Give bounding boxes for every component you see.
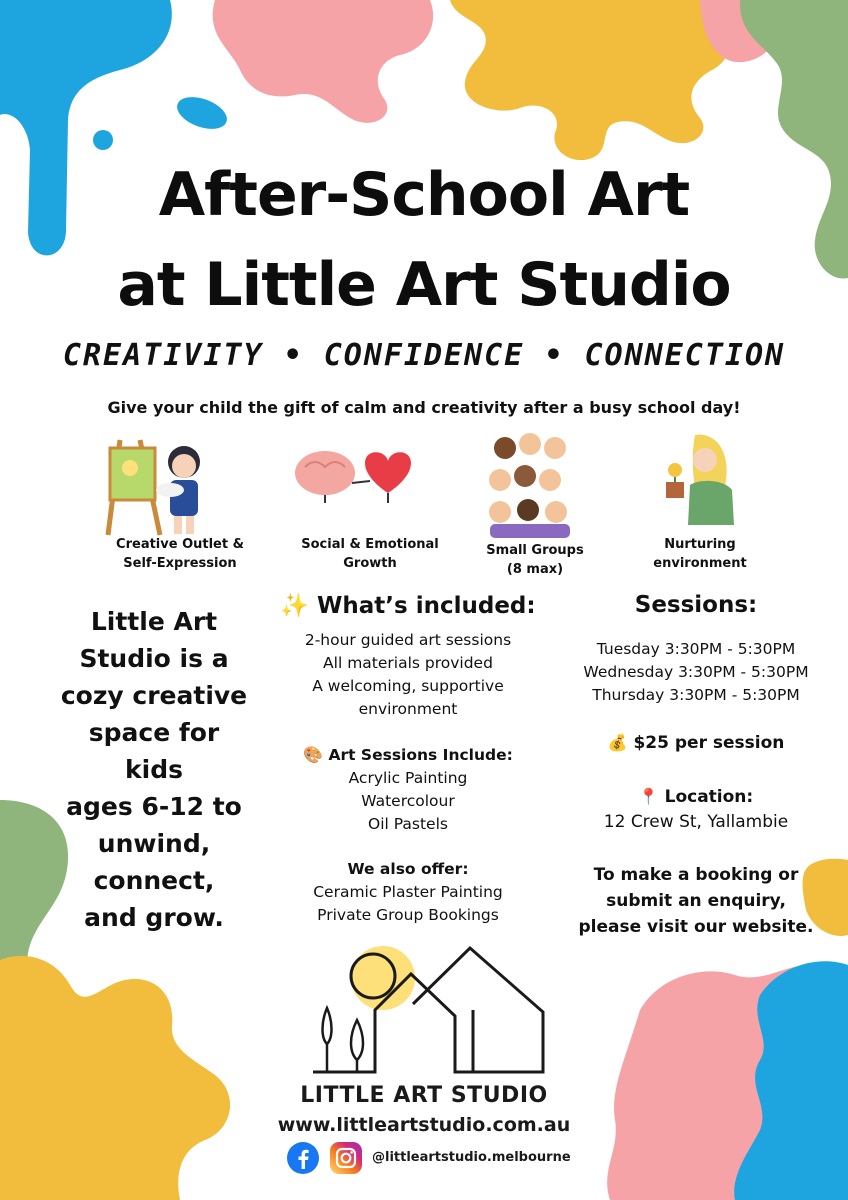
house-trees-sun-logo <box>305 940 550 1082</box>
feature-social-emotional: Social & Emotional Growth <box>301 537 439 571</box>
palette-icon: 🎨 <box>303 745 324 764</box>
title-line-1: After-School Art <box>158 160 690 230</box>
intro-text: Little Art Studio is a cozy creative space for kids ages 6-12 to unwind, connect, and grow. <box>60 607 248 932</box>
included-list: 2-hour guided art sessions All materials provided A welcoming, supportive environment <box>304 631 512 718</box>
facebook-icon[interactable] <box>286 1141 320 1175</box>
pink-paint-splash-top <box>213 0 433 123</box>
included-heading: ✨ What’s included: <box>280 593 536 619</box>
location-pin-icon: 📍 <box>638 787 659 806</box>
sparkles-icon: ✨ <box>280 593 310 619</box>
location-address: 12 Crew St, Yallambie <box>603 812 789 832</box>
sessions-heading: Sessions: <box>634 592 758 618</box>
group-of-children-illustration <box>480 430 580 540</box>
woman-holding-flower-pot-illustration <box>660 430 740 525</box>
feature-nurturing: Nurturing environment <box>653 537 747 571</box>
title-line-2: at Little Art Studio <box>117 250 731 320</box>
included-section <box>268 592 548 927</box>
booking-text: To make a booking or submit an enquiry, please visit our website. <box>578 865 814 937</box>
subheadline: Give your child the gift of calm and creativity after a busy school day! <box>107 398 741 417</box>
blue-paint-drop <box>173 91 231 135</box>
brain-and-heart-holding-hands-illustration <box>290 445 420 505</box>
yellow-paint-splash-top <box>450 0 731 160</box>
brand-name: LITTLE ART STUDIO <box>300 1083 548 1108</box>
yellow-paint-splash-bottom-left <box>0 956 230 1200</box>
tagline: CREATIVITY • CONFIDENCE • CONNECTION <box>62 338 786 373</box>
child-painting-easel-illustration <box>100 430 210 538</box>
feature-creative-outlet: Creative Outlet & Self-Expression <box>116 537 244 571</box>
money-bag-icon: 💰 <box>607 733 628 752</box>
instagram-icon[interactable] <box>329 1141 363 1175</box>
sessions-section <box>570 592 822 940</box>
also-offer-list: Ceramic Plaster Painting Private Group Bookings <box>313 883 503 924</box>
also-offer-heading: We also offer: <box>347 860 469 878</box>
art-sessions-list: Acrylic Painting Watercolour Oil Pastels <box>348 769 468 833</box>
social-handle[interactable]: @littleartstudio.melbourne <box>372 1150 571 1165</box>
website-link[interactable]: www.littleartstudio.com.au <box>277 1114 571 1136</box>
price: 💰 $25 per session <box>607 733 785 753</box>
blue-paint-drop-small <box>93 130 113 150</box>
sessions-times: Tuesday 3:30PM - 5:30PM Wednesday 3:30PM - 5:30PM Thursday 3:30PM - 5:30PM <box>583 640 809 704</box>
feature-small-groups: Small Groups (8 max) <box>486 543 584 577</box>
location-heading: 📍 Location: <box>638 787 754 807</box>
art-sessions-heading: 🎨 Art Sessions Include: <box>303 745 513 764</box>
